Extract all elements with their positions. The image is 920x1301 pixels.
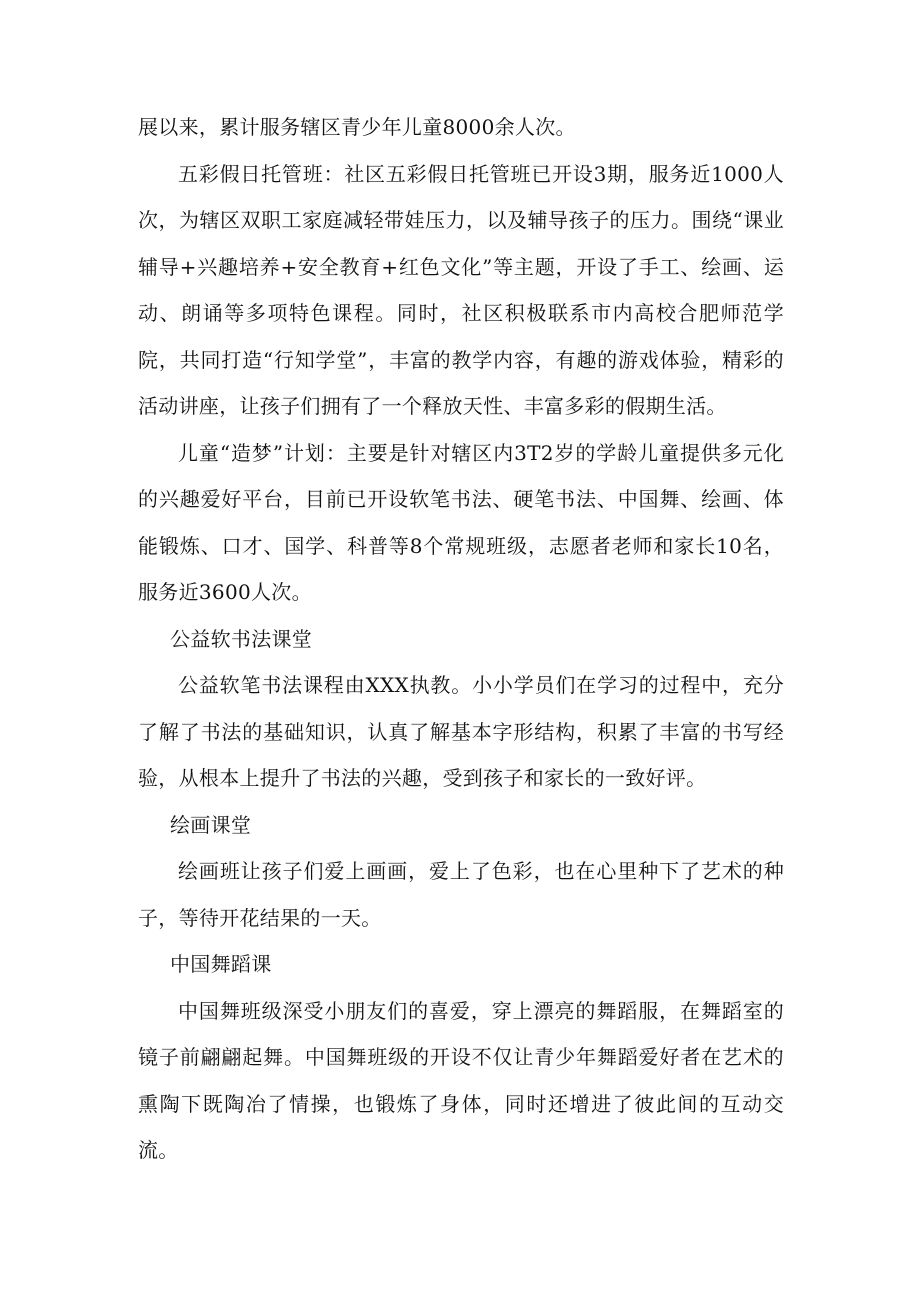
paragraph-dance: 中国舞班级深受小朋友们的喜爱，穿上漂亮的舞蹈服，在舞蹈室的镜子前翩翩起舞。中国舞班级的开设不仅让青少年舞蹈爱好者在艺术的熏陶下既陶冶了情操，也锻炼了身体，同时还增进了彼此间的互动交流。 <box>138 998 784 1162</box>
paragraph-intro-continuation: 展以来，累计服务辖区青少年儿童8000余人次。 <box>138 115 576 139</box>
heading-painting: 绘画课堂 <box>170 812 252 837</box>
paragraph-painting: 绘画班让孩子们爱上画画，爱上了色彩，也在心里种下了艺术的种子，等待开花结果的一天。 <box>138 859 784 930</box>
heading-dance: 中国舞蹈课 <box>170 952 272 976</box>
paragraph-dream-plan: 儿童“造梦”计划：主要是针对辖区内3T2岁的学龄儿童提供多元化的兴趣爱好平台，目前已开设软笔书法、硬笔书法、中国舞、绘画、体能锻炼、口才、国学、科普等8个常规班级，志愿者老师和家长10名，服务近3600人次。 <box>138 440 784 604</box>
heading-calligraphy: 公益软书法课堂 <box>170 626 313 651</box>
paragraph-calligraphy: 公益软笔书法课程由XXX执教。小小学员们在学习的过程中，充分了解了书法的基础知识，认真了解基本字形结构，积累了丰富的书写经验，从根本上提升了书法的兴趣，受到孩子和家长的一致好评。 <box>138 673 784 790</box>
document-body <box>138 104 784 1174</box>
paragraph-holiday-care: 五彩假日托管班：社区五彩假日托管班已开设3期，服务近1000人次，为辖区双职工家庭减轻带娃压力，以及辅导孩子的压力。围绕“课业辅导+兴趣培养+安全教育+红色文化”等主题，开设了手工、绘画、运动、朗诵等多项特色课程。同时，社区积极联系市内高校合肥师范学院，共同打造“行知学堂”，丰富的教学内容，有趣的游戏体验，精彩的活动讲座，让孩子们拥有了一个释放天性、丰富多彩的假期生活。 <box>138 161 784 418</box>
